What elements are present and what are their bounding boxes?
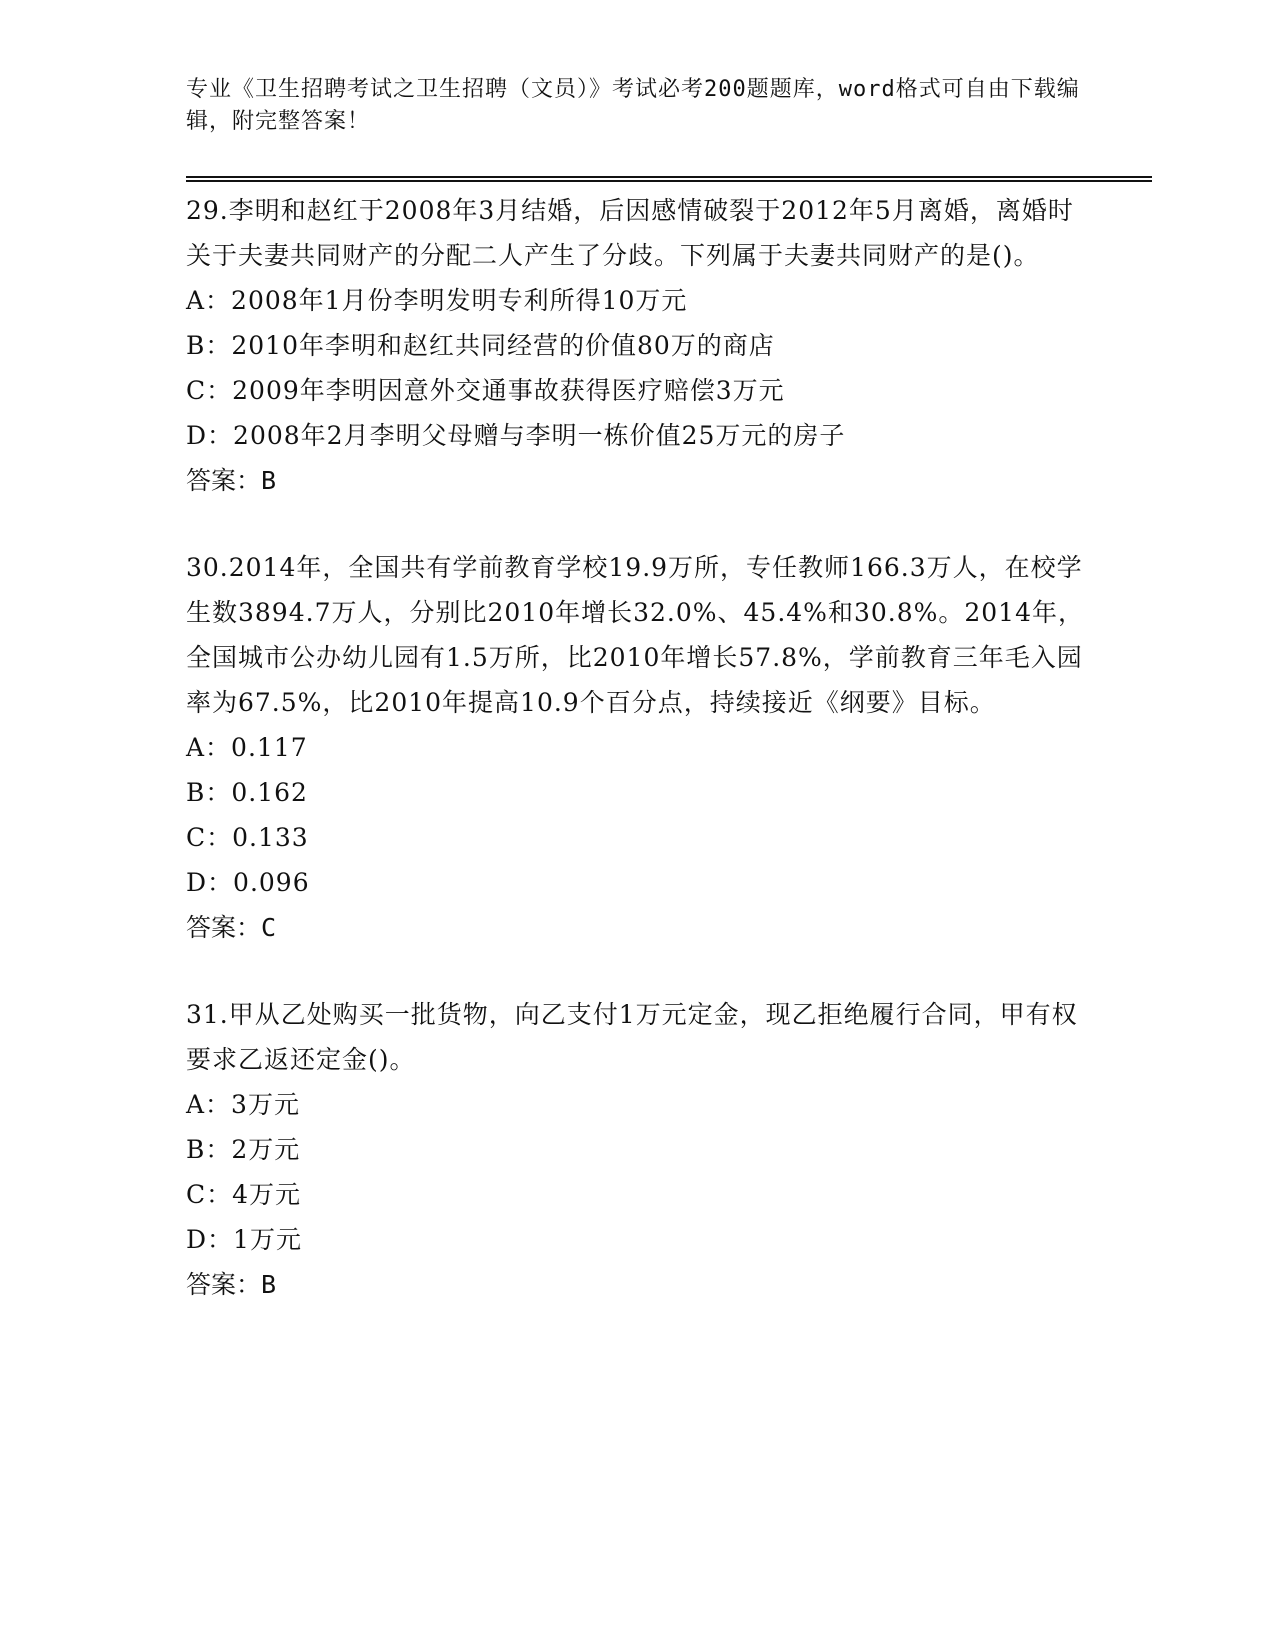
answer-text: 答案：C xyxy=(186,913,277,942)
option-b: B：2010年李明和赵红共同经营的价值80万的商店 xyxy=(186,331,775,360)
question-31 xyxy=(186,992,1086,1307)
question-stem: 30.2014年，全国共有学前教育学校19.9万所，专任教师166.3万人，在校学生数3894.7万人，分别比2010年增长32.0%、45.4%和30.8%。2014年，全国城市公办幼儿园有1.5万所，比2010年增长57.8%，学前教育三年毛入园率为67.5%，比2010年提高10.9个百分点，持续接近《纲要》目标。 xyxy=(186,553,1084,717)
option-b: B：2万元 xyxy=(186,1135,301,1164)
answer-text: 答案：B xyxy=(186,1270,277,1299)
option-d: D：1万元 xyxy=(186,1225,302,1254)
option-c: C：2009年李明因意外交通事故获得医疗赔偿3万元 xyxy=(186,376,785,405)
answer-text: 答案：B xyxy=(186,466,277,495)
question-30 xyxy=(186,545,1086,950)
document-header: 专业《卫生招聘考试之卫生招聘（文员）》考试必考200题题库，word格式可自由下载编辑，附完整答案！ xyxy=(186,77,1080,134)
question-stem: 29.李明和赵红于2008年3月结婚，后因感情破裂于2012年5月离婚，离婚时关于夫妻共同财产的分配二人产生了分歧。下列属于夫妻共同财产的是()。 xyxy=(186,196,1074,270)
question-stem: 31.甲从乙处购买一批货物，向乙支付1万元定金，现乙拒绝履行合同，甲有权要求乙返还定金()。 xyxy=(186,1000,1078,1074)
header-divider xyxy=(186,176,1152,182)
question-list xyxy=(186,188,1086,1349)
question-29 xyxy=(186,188,1086,503)
option-d: D：2008年2月李明父母赠与李明一栋价值25万元的房子 xyxy=(186,421,846,450)
option-a: A：3万元 xyxy=(186,1090,300,1119)
option-d: D：0.096 xyxy=(186,868,310,897)
option-a: A：0.117 xyxy=(186,733,308,762)
option-b: B：0.162 xyxy=(186,778,308,807)
option-c: C：0.133 xyxy=(186,823,309,852)
option-a: A：2008年1月份李明发明专利所得10万元 xyxy=(186,286,688,315)
option-c: C：4万元 xyxy=(186,1180,302,1209)
